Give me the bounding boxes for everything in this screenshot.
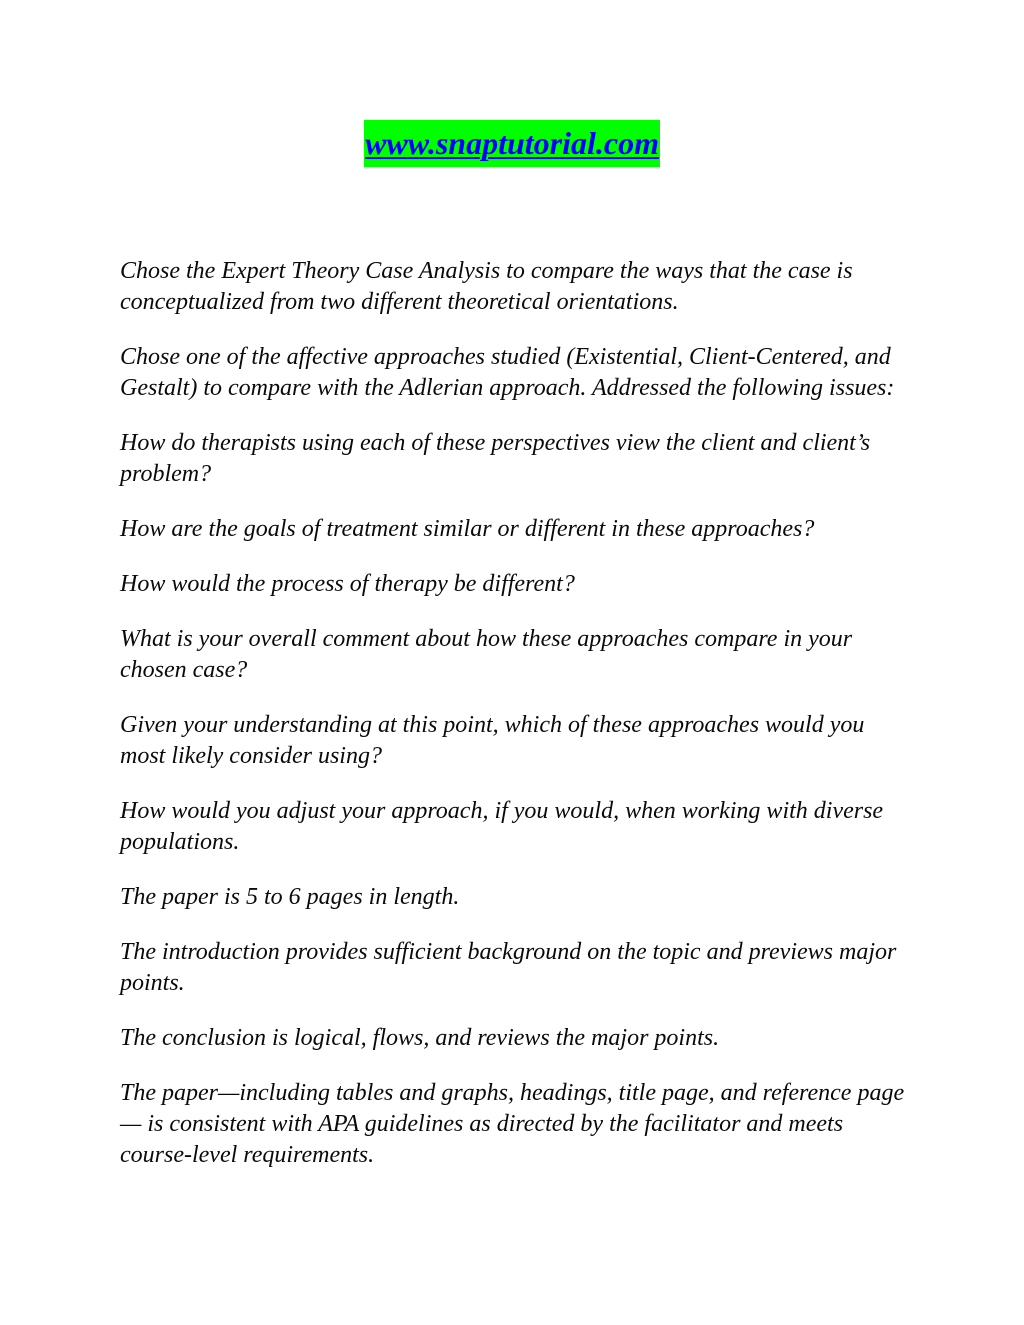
paragraph-conclusion: The conclusion is logical, flows, and reviews the major points. xyxy=(120,1025,720,1051)
paragraph-question-consider: Given your understanding at this point, which of these approaches would you most likely consider using? xyxy=(120,712,865,769)
paragraph-introduction: The introduction provides sufficient background on the topic and previews major points. xyxy=(120,939,897,996)
paragraph-apa: The paper—including tables and graphs, headings, title page, and reference page— is consistent with APA guidelines as directed by the facilitator and meets course-level requirements. xyxy=(120,1080,905,1168)
paragraph-length: The paper is 5 to 6 pages in length. xyxy=(120,884,460,910)
paragraph-approach: Chose one of the affective approaches studied (Existential, Client-Centered, and Gestalt) to compare with the Adlerian approach. Addressed the following issues: xyxy=(120,344,895,401)
site-link[interactable]: www.snaptutorial.com xyxy=(364,120,660,167)
header xyxy=(0,120,1024,167)
paragraph-question-process: How would the process of therapy be different? xyxy=(120,571,575,597)
paragraph-question-view: How do therapists using each of these perspectives view the client and client’s problem? xyxy=(120,430,871,487)
document-body xyxy=(120,256,910,1195)
paragraph-question-adjust: How would you adjust your approach, if you would, when working with diverse populations. xyxy=(120,798,884,855)
paragraph-question-goals: How are the goals of treatment similar or different in these approaches? xyxy=(120,516,815,542)
paragraph-intro: Chose the Expert Theory Case Analysis to compare the ways that the case is conceptualized from two different theoretical orientations. xyxy=(120,258,853,315)
paragraph-question-comment: What is your overall comment about how these approaches compare in your chosen case? xyxy=(120,626,853,683)
